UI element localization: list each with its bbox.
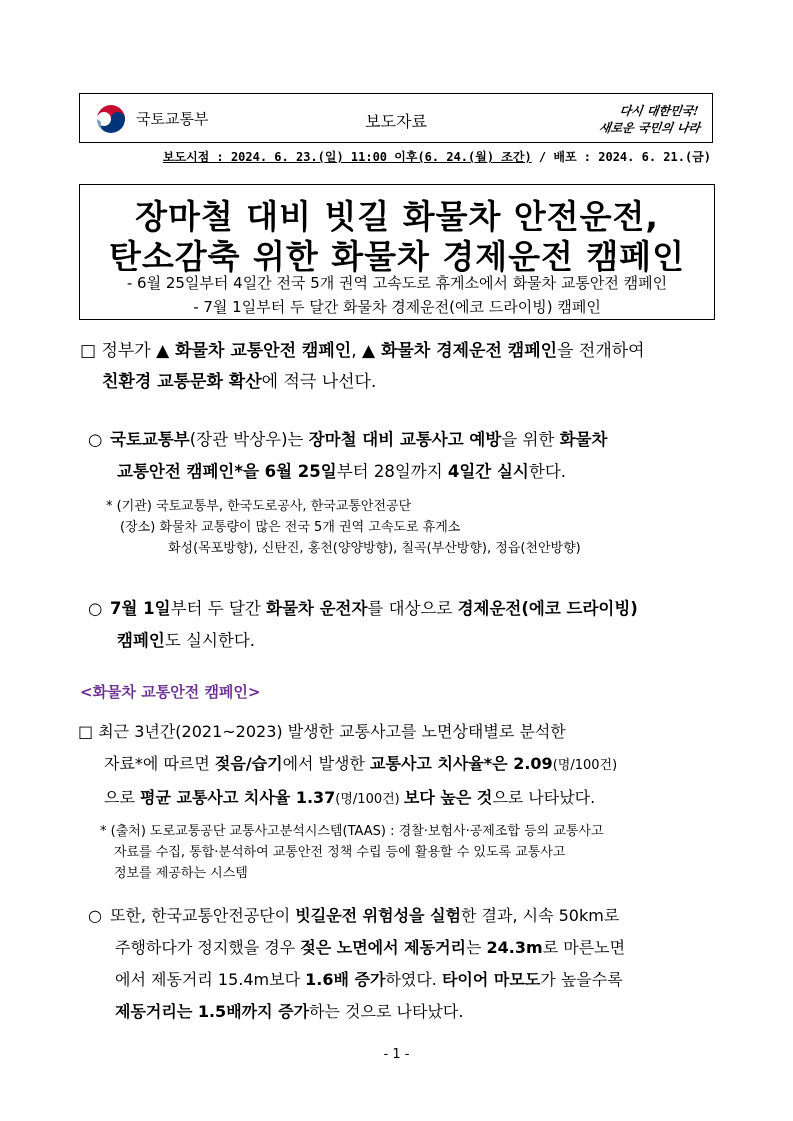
- text-run: 친환경 교통문화 확산: [102, 372, 262, 392]
- text-run: 캠페인: [117, 631, 165, 650]
- text-run: 24.3m: [486, 938, 543, 957]
- text-run: 하였다.: [385, 970, 442, 989]
- text-run: 으로 나타났다.: [492, 788, 596, 807]
- header-box: [79, 93, 713, 143]
- text-run: 교통안전 캠페인*을 6월 25일: [117, 462, 337, 481]
- paragraph-3-line-1: [88, 593, 638, 625]
- paragraph-1: [80, 336, 645, 398]
- svg-text:다시 대한민국!: 다시 대한민국!: [618, 104, 700, 118]
- paragraph-4-line-1: [78, 716, 617, 748]
- paragraph-5-line-2: [88, 932, 625, 964]
- title-box: [79, 184, 715, 320]
- subtitle-line-2: - 7월 1일부터 두 달간 화물차 경제운전(에코 드라이빙) 캠페인: [193, 298, 601, 316]
- paragraph-1-line-2: [80, 367, 645, 398]
- release-time: 보도시점 : 2024. 6. 23.(일) 11:00 이후(6. 24.(월) 조간): [162, 150, 532, 164]
- text-run: 에서 발생한: [282, 754, 371, 773]
- paragraph-2-line-1: [88, 424, 607, 456]
- square-bullet: □: [80, 341, 97, 361]
- text-run: 부터 28일까지: [336, 462, 448, 481]
- ministry-name: 국토교통부: [136, 110, 209, 128]
- text-run: 평균 교통사고 치사율 1.37: [140, 788, 336, 807]
- text-run: 으로: [104, 788, 140, 807]
- text-run: 도 실시한다.: [164, 631, 256, 650]
- paragraph-4-line-3: [78, 782, 617, 816]
- paragraph-2-line-2: [88, 456, 607, 488]
- text-run: 국토교통부: [110, 430, 190, 449]
- text-run: 하는 것으로 나타났다.: [309, 1002, 464, 1021]
- text-run: 로 마른노면: [542, 938, 626, 957]
- embargo-separator: /: [531, 150, 554, 164]
- text-run: 최근 3년간(2021~2023) 발생한 교통사고를 노면상태별로 분석한: [93, 722, 566, 741]
- paragraph-4: [78, 716, 617, 816]
- section-title: <화물차 교통안전 캠페인>: [80, 683, 261, 701]
- paragraph-2: [88, 424, 607, 488]
- embargo-line: [163, 148, 711, 165]
- text-run: 4일간 실시: [447, 462, 529, 481]
- text-run: 을 전개하여: [557, 341, 645, 361]
- distribution-date: 배포 : 2024. 6. 21.(금): [553, 150, 711, 164]
- text-run: 주행하다가 정지했을 경우: [115, 938, 301, 957]
- text-run: 또한, 한국교통안전공단이: [110, 906, 296, 925]
- text-run: 7월 1일: [110, 599, 171, 618]
- text-run: 빗길운전 위험성을 실험: [295, 906, 461, 925]
- footnote-1-line-1: * (기관) 국토교통부, 한국도로공사, 한국교통안전공단: [106, 499, 412, 514]
- paragraph-5: [88, 900, 625, 1028]
- text-run: (명/100건): [552, 758, 618, 773]
- square-bullet: □: [78, 722, 94, 741]
- text-run: 타이어 마모도: [441, 970, 541, 989]
- text-run: 부터 두 달간: [170, 599, 267, 618]
- text-run: 에서 제동거리 15.4m보다: [115, 970, 306, 989]
- paragraph-1-line-1: [80, 336, 645, 367]
- headline-line-2: 탄소감축 위한 화물차 경제운전 캠페인: [108, 237, 685, 276]
- text-run: (장관 박상우)는: [189, 430, 309, 449]
- text-run: 젖음/습기: [214, 754, 283, 773]
- circle-bullet: ○: [88, 430, 103, 449]
- footnote-1-line-2: (장소) 화물차 교통량이 많은 전국 5개 권역 고속도로 휴게소: [120, 520, 461, 535]
- paragraph-5-line-4: [88, 996, 625, 1028]
- text-run: 젖은 노면에서 제동거리: [300, 938, 466, 957]
- paragraph-5-line-1: [88, 900, 625, 932]
- text-run: 정부가: [96, 341, 157, 361]
- text-run: 1.6배 증가: [305, 970, 386, 989]
- paragraph-3-line-2: [88, 625, 638, 657]
- text-run: 한다.: [528, 462, 566, 481]
- footnote-2-line-3: 정보를 제공하는 시스템: [114, 866, 248, 881]
- footnote-2-line-2: 자료를 수집, 통합·분석하여 교통안전 정책 수립 등에 활용할 수 있도록 교통사고: [114, 845, 566, 860]
- paragraph-3: [88, 593, 638, 657]
- text-run: ▲ 화물차 교통안전 캠페인: [156, 341, 352, 361]
- paragraph-4-line-2: [78, 748, 617, 782]
- text-run: 는: [465, 938, 487, 957]
- text-run: 화물차 운전자: [266, 599, 368, 618]
- footnote-1-line-3: 화성(목포방향), 신탄진, 홍천(양양방향), 칠곡(부산방향), 정읍(천안방향): [168, 541, 581, 556]
- text-run: 을 위한: [501, 430, 560, 449]
- text-run: ,: [351, 341, 363, 361]
- text-run: 가 높을수록: [540, 970, 623, 989]
- footnote-2-line-1: * (출처) 도로교통공단 교통사고분석시스템(TAAS) : 경찰·보험사·공제조합 등의 교통사고: [100, 824, 604, 839]
- headline-line-1: 장마철 대비 빗길 화물차 안전운전,: [135, 197, 659, 236]
- text-run: 교통사고 치사율*은 2.09: [370, 754, 553, 773]
- text-run: 한 결과, 시속 50km로: [460, 906, 620, 925]
- text-run: 제동거리는 1.5배까지 증가: [115, 1002, 310, 1021]
- circle-bullet: ○: [88, 906, 102, 925]
- subtitle-line-1: - 6월 25일부터 4일간 전국 5개 권역 고속도로 휴게소에서 화물차 교통안전 캠페인: [126, 274, 668, 292]
- text-run: 보다 높은 것: [403, 788, 493, 807]
- svg-text:새로운 국민의 나라: 새로운 국민의 나라: [598, 121, 702, 135]
- text-run: 화물차: [559, 430, 608, 449]
- footnote-2: [100, 821, 720, 884]
- footnote-1: [106, 496, 581, 559]
- document-type: 보도자료: [365, 112, 427, 131]
- circle-bullet: ○: [88, 599, 103, 618]
- paragraph-5-line-3: [88, 964, 625, 996]
- text-run: 장마철 대비 교통사고 예방: [308, 430, 502, 449]
- text-run: 자료*에 따르면: [104, 754, 215, 773]
- text-run: (명/100건): [335, 792, 404, 807]
- text-run: ▲ 화물차 경제운전 캠페인: [362, 341, 558, 361]
- page-number: - 1 -: [383, 1047, 410, 1062]
- slogan-logo: [576, 100, 706, 138]
- text-run: 에 적극 나선다.: [261, 372, 377, 392]
- text-run: 를 대상으로: [367, 599, 458, 618]
- text-run: 경제운전(에코 드라이빙): [457, 599, 638, 618]
